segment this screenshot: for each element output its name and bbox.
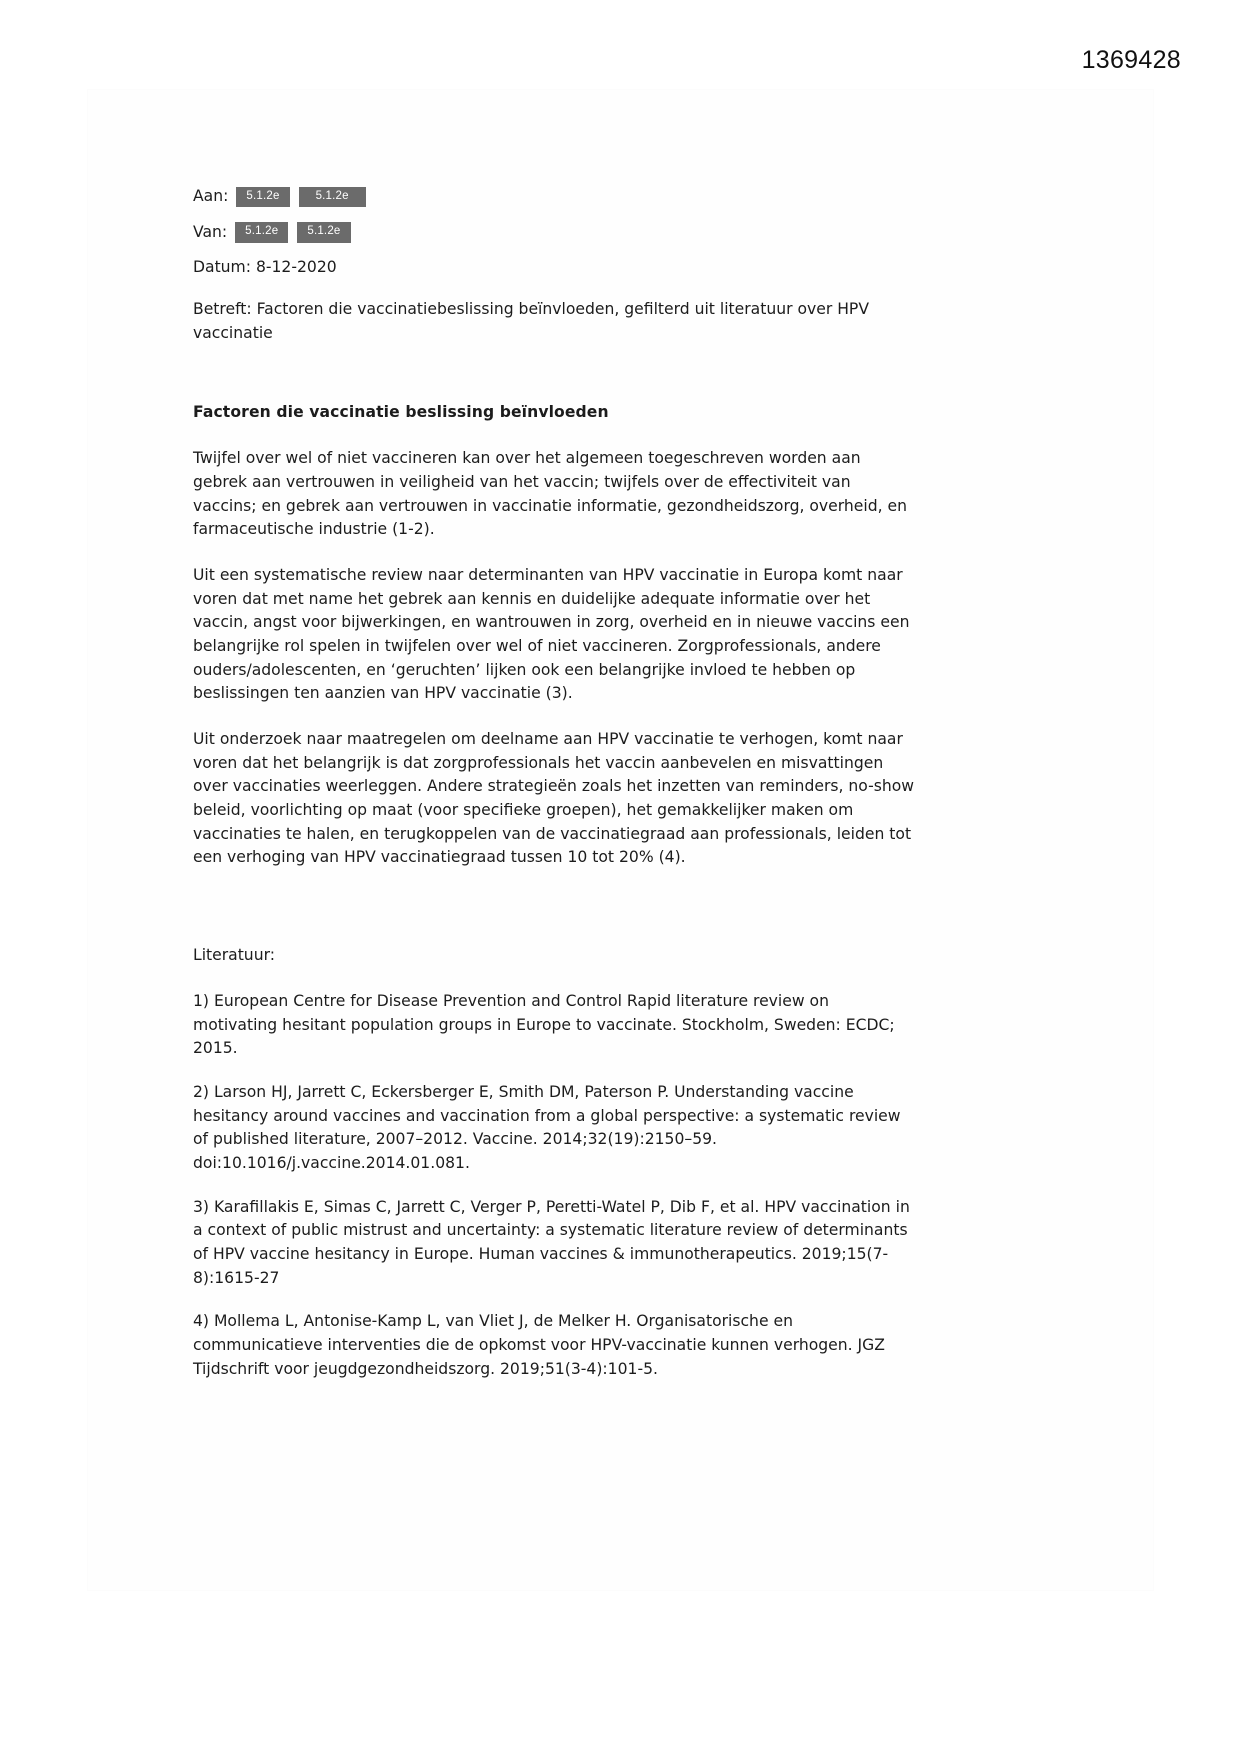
memo-from-label: Van: (193, 222, 228, 241)
memo-from-row (193, 221, 918, 245)
document-body (193, 185, 918, 1401)
redaction-box-from-1: 5.1.2e (235, 222, 288, 242)
memo-date: Datum: 8-12-2020 (193, 258, 337, 277)
reference-4: 4) Mollema L, Antonise-Kamp L, van Vliet J, de Melker H. Organisatorische en communicatieve interventies die de opkomst voor HPV-vaccinatie kunnen verhogen. JGZ Tijdschrift voor jeugdgezondheidszorg. 2019;51(3-4):101-5. (193, 1312, 885, 1378)
literature-heading: Literatuur: (193, 946, 275, 965)
body-paragraph-3: Uit onderzoek naar maatregelen om deelname aan HPV vaccinatie te verhogen, komt naar voren dat het belangrijk is dat zorgprofessionals het vaccin aanbevelen en misvattingen over vaccinaties weerleggen. Andere strategieën zoals het inzetten van reminders, no-show beleid, voorlichting op maat (voor specifieke groepen), het gemakkelijker maken om vaccinaties te halen, en terugkoppelen van de vaccinatiegraad aan professionals, leiden tot een verhoging van HPV vaccinatiegraad tussen 10 tot 20% (4). (193, 730, 915, 867)
redaction-box-to-2: 5.1.2e (299, 187, 366, 207)
memo-to-label: Aan: (193, 187, 229, 205)
reference-3: 3) Karafillakis E, Simas C, Jarrett C, Verger P, Peretti-Watel P, Dib F, et al. HPV vaccination in a context of public mistrust and uncertainty: a systematic literature review of determinants of HPV vaccine hesitancy in Europe. Human vaccines & immunotherapeutics. 2019;15(7-8):1615-27 (193, 1197, 910, 1287)
redaction-box-to-1: 5.1.2e (236, 187, 289, 207)
memo-subject: Betreft: Factoren die vaccinatiebeslissing beïnvloeden, gefilterd uit literatuur over HPV vaccinatie (193, 300, 869, 342)
memo-to-row (193, 185, 918, 209)
body-paragraph-1: Twijfel over wel of niet vaccineren kan over het algemeen toegeschreven worden aan gebrek aan vertrouwen in veiligheid van het vaccin; twijfels over de effectiviteit van vaccins; en gebrek aan vertrouwen in vaccinatie informatie, gezondheidszorg, overheid, en farmaceutische industrie (1-2). (193, 449, 907, 539)
section-heading: Factoren die vaccinatie beslissing beïnvloeden (193, 403, 609, 422)
reference-1: 1) European Centre for Disease Prevention and Control Rapid literature review on motivating hesitant population groups in Europe to vaccinate. Stockholm, Sweden: ECDC; 2015. (193, 991, 895, 1058)
reference-2: 2) Larson HJ, Jarrett C, Eckersberger E, Smith DM, Paterson P. Understanding vaccine hesitancy around vaccines and vaccination from a global perspective: a systematic review of published literature, 2007–2012. Vaccine. 2014;32(19):2150–59. doi:10.1016/j.vaccine.2014.01.081. (193, 1082, 901, 1172)
body-paragraph-2: Uit een systematische review naar determinanten van HPV vaccinatie in Europa komt naar voren dat met name het gebrek aan kennis en duidelijke adequate informatie over het vaccin, angst voor bijwerkingen, en wantrouwen in zorg, overheid en in nieuwe vaccins een belangrijke rol spelen in twijfelen over wel of niet vaccineren. Zorgprofessionals, andere ouders/adolescenten, en ‘geruchten’ lijken ook een belangrijke invloed te hebben op beslissingen ten aanzien van HPV vaccinatie (3). (193, 565, 910, 703)
document-number: 1369428 (1081, 46, 1181, 74)
redaction-box-from-2: 5.1.2e (297, 222, 350, 242)
